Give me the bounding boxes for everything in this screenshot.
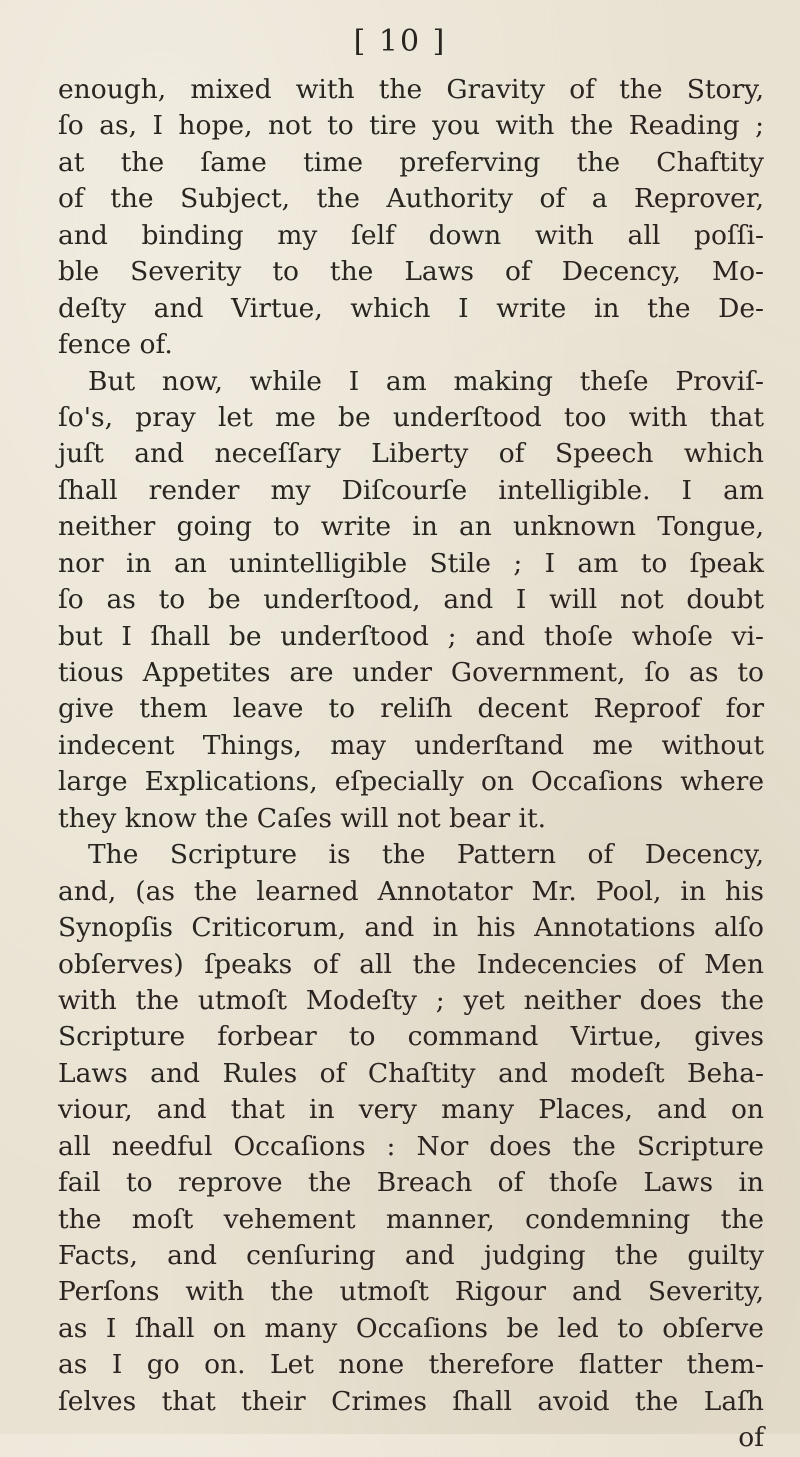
text-line: with the utmoſt Modeſty ; yet neither does the <box>58 984 764 1016</box>
text-line: Perſons with the utmoſt Rigour and Severity, <box>58 1276 764 1308</box>
text-line: fence of. <box>58 329 173 361</box>
text-line: all needful Occaſions : Nor does the Scripture <box>58 1130 764 1162</box>
text-line: neither going to write in an unknown Tongue, <box>58 511 764 543</box>
text-line: and, (as the learned Annotator Mr. Pool, in his <box>58 875 764 907</box>
body-text <box>58 72 764 1457</box>
text-line: give them leave to reliſh decent Reproof for <box>58 693 764 725</box>
text-line: Synopſis Criticorum, and in his Annotations alſo <box>58 912 764 944</box>
text-line: ble Severity to the Laws of Decency, Mo- <box>58 256 764 288</box>
text-line: the moſt vehement manner, condemning the <box>58 1203 764 1235</box>
catchword: of <box>738 1422 764 1454</box>
text-line: as I ſhall on many Occaſions be led to obſerve <box>58 1312 764 1344</box>
text-line: But now, while I am making theſe Proviſ- <box>88 365 764 397</box>
text-line: as I go on. Let none therefore flatter them- <box>58 1349 764 1381</box>
text-line: indecent Things, may underſtand me without <box>58 729 764 761</box>
text-line: fail to reprove the Breach of thoſe Laws in <box>58 1167 764 1199</box>
text-line: Laws and Rules of Chaſtity and modeſt Beha- <box>58 1057 764 1089</box>
text-line: ſhall render my Diſcourſe intelligible. I am <box>58 474 764 506</box>
text-line: tious Appetites are under Government, ſo as to <box>58 657 764 688</box>
text-line: deſty and Virtue, which I write in the De- <box>58 292 764 324</box>
text-line: of the Subject, the Authority of a Reprover, <box>58 183 764 215</box>
text-line: Facts, and cenſuring and judging the guilty <box>58 1240 764 1271</box>
text-line: Scripture forbear to command Virtue, gives <box>58 1021 764 1053</box>
text-line: viour, and that in very many Places, and on <box>58 1094 764 1126</box>
text-line: nor in an unintelligible Stile ; I am to ſpeak <box>58 547 764 579</box>
text-line: ſo as to be underſtood, and I will not doubt <box>58 584 764 616</box>
text-line: and binding my ſelf down with all poſſi- <box>58 219 764 251</box>
page-number: [ 10 ] <box>353 24 447 59</box>
text-line: large Explications, eſpecially on Occaſions where <box>58 766 764 798</box>
text-line: they know the Caſes will not bear it. <box>58 802 547 834</box>
text-line: but I ſhall be underſtood ; and thoſe whoſe vi- <box>58 620 764 652</box>
text-line: obſerves) ſpeaks of all the Indecencies of Men <box>58 948 764 980</box>
text-line: The Scripture is the Pattern of Decency, <box>88 839 764 871</box>
text-line: ſo as, I hope, not to tire you with the Reading ; <box>58 110 764 142</box>
text-line: juſt and neceſſary Liberty of Speech which <box>58 438 764 470</box>
text-line: at the ſame time preferving the Chaftity <box>58 146 764 178</box>
text-line: ſo's, pray let me be underſtood too with that <box>58 401 764 433</box>
text-line: ſelves that their Crimes ſhall avoid the Laſh <box>58 1385 764 1417</box>
text-line: enough, mixed with the Gravity of the Story, <box>58 74 764 105</box>
